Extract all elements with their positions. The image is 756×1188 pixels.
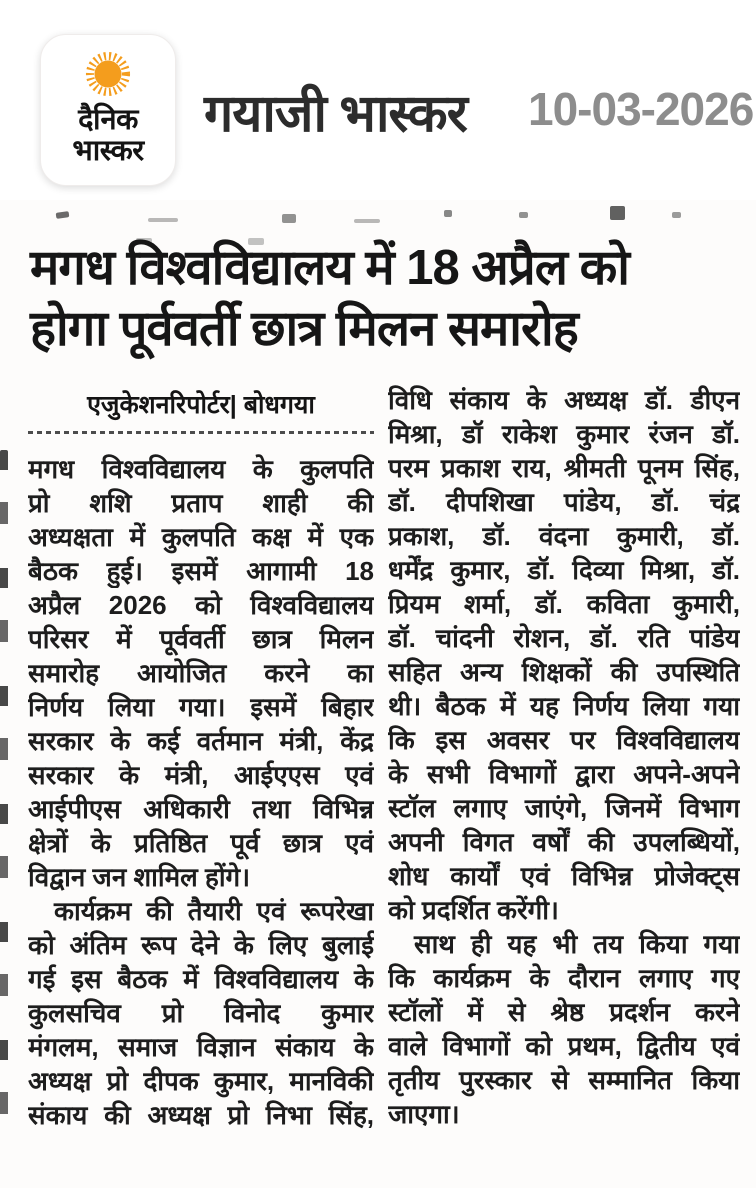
article-text-line: के सभी विभागों द्वारा अपने-अपने xyxy=(388,759,740,789)
article-text-line: प्रो शशि प्रताप शाही की xyxy=(28,488,374,518)
article-text-line: कार्यक्रम की तैयारी एवं रूपरेखा xyxy=(54,896,374,926)
article-text-line: आईपीएस अधिकारी तथा विभिन्न xyxy=(28,794,374,824)
edition-date: 10-03-2026 xyxy=(528,83,754,135)
article-text-line: डॉ. चांदनी रोशन, डॉ. रति पांडेय xyxy=(388,623,740,653)
article-text-line: सरकार के मंत्री, आईएएस एवं xyxy=(28,760,374,790)
news-clipping xyxy=(0,200,756,1188)
article-text-line: परिसर में पूर्ववर्ती छात्र मिलन xyxy=(28,624,374,654)
article-text-line: को प्रदर्शित करेंगी। xyxy=(388,895,559,925)
article-text-line: मिश्रा, डॉ राकेश कुमार रंजन डॉ. xyxy=(388,419,740,449)
article-text-line: धर्मेंद्र कुमार, डॉ. दिव्या मिश्रा, डॉ. xyxy=(388,555,740,585)
article-text-line: अध्यक्षता में कुलपति कक्ष में एक xyxy=(28,522,374,552)
article-text-line: समारोह आयोजित करने का xyxy=(28,658,374,688)
byline: एजुकेशनरिपोर्टर| बोधगया xyxy=(87,391,315,419)
left-edge-clipped-column xyxy=(0,450,8,1140)
article-text-line: निर्णय लिया गया। इसमें बिहार xyxy=(28,692,374,722)
article-headline xyxy=(30,238,736,360)
article-text-line: मंगलम, समाज विज्ञान संकाय के xyxy=(28,1032,374,1062)
article-text-line: कुलसचिव प्रो विनोद कुमार xyxy=(28,998,374,1028)
left-column-text xyxy=(28,452,374,1132)
right-column-text xyxy=(388,383,740,1131)
article-text-line: प्रियम शर्मा, डॉ. कविता कुमारी, xyxy=(388,589,740,619)
article-text-line: जाएगा। xyxy=(388,1099,460,1129)
article-text-line: स्टॉल लगाए जाएंगे, जिनमें विभाग xyxy=(388,793,740,823)
article-text-line: क्षेत्रों के प्रतिष्ठित पूर्व छात्र एवं xyxy=(28,828,374,858)
article-text-line: वाले विभागों को प्रथम, द्वितीय एवं xyxy=(388,1031,740,1061)
article-text-line: साथ ही यह भी तय किया गया xyxy=(414,929,740,959)
article-text-line: तृतीय पुरस्कार से सम्मानित किया xyxy=(388,1065,740,1095)
article-text-line: सरकार के कई वर्तमान मंत्री, केंद्र xyxy=(28,726,374,756)
edition-title: गयाजी भास्कर xyxy=(204,85,467,143)
article-text-line: अध्यक्ष प्रो दीपक कुमार, मानविकी xyxy=(28,1066,374,1096)
article-text-line: बैठक हुई। इसमें आगामी 18 xyxy=(28,556,374,586)
article-text-line: परम प्रकाश राय, श्रीमती पूनम सिंह, xyxy=(388,453,740,483)
article-text-line: शोध कार्यों एवं विभिन्न प्रोजेक्ट्स xyxy=(388,861,740,891)
article-text-line: अपनी विगत वर्षों की उपलब्धियों, xyxy=(388,827,740,857)
article-text-line: थी। बैठक में यह निर्णय लिया गया xyxy=(388,691,740,721)
article-text-line: स्टॉलों में से श्रेष्ठ प्रदर्शन करने xyxy=(388,997,740,1027)
sun-icon xyxy=(81,47,135,101)
article-text-line: मगध विश्वविद्यालय के कुलपति xyxy=(28,454,374,484)
article-text-line: विधि संकाय के अध्यक्ष डॉ. डीएन xyxy=(388,385,740,415)
headline-line-1: मगध विश्वविद्यालय में 18 अप्रैल को xyxy=(30,241,629,295)
article-text-line: विद्वान जन शामिल होंगे। xyxy=(28,862,251,892)
article-text-line: को अंतिम रूप देने के लिए बुलाई xyxy=(28,930,374,960)
article-text-line: अप्रैल 2026 को विश्वविद्यालय xyxy=(28,590,374,620)
article-text-line: प्रकाश, डॉ. वंदना कुमारी, डॉ. xyxy=(388,521,740,551)
dainik-bhaskar-logo xyxy=(40,34,176,186)
logo-text-line2: भास्कर xyxy=(72,135,144,167)
article-text-line: सहित अन्य शिक्षकों की उपस्थिति xyxy=(388,657,740,687)
headline-line-2: होगा पूर्ववर्ती छात्र मिलन समारोह xyxy=(30,302,578,356)
article-text-line: संकाय की अध्यक्ष प्रो निभा सिंह, xyxy=(28,1100,374,1130)
right-column xyxy=(388,383,740,1131)
article-text-line: डॉ. दीपशिखा पांडेय, डॉ. चंद्र xyxy=(388,487,740,517)
left-column xyxy=(28,388,374,1132)
masthead xyxy=(0,0,756,205)
byline-separator-rule xyxy=(28,431,374,434)
article-text-line: कि कार्यक्रम के दौरान लगाए गए xyxy=(388,963,740,993)
article-text-line: गई इस बैठक में विश्वविद्यालय के xyxy=(28,964,374,994)
logo-text-line1: दैनिक xyxy=(78,104,138,136)
article-text-line: कि इस अवसर पर विश्वविद्यालय xyxy=(388,725,740,755)
